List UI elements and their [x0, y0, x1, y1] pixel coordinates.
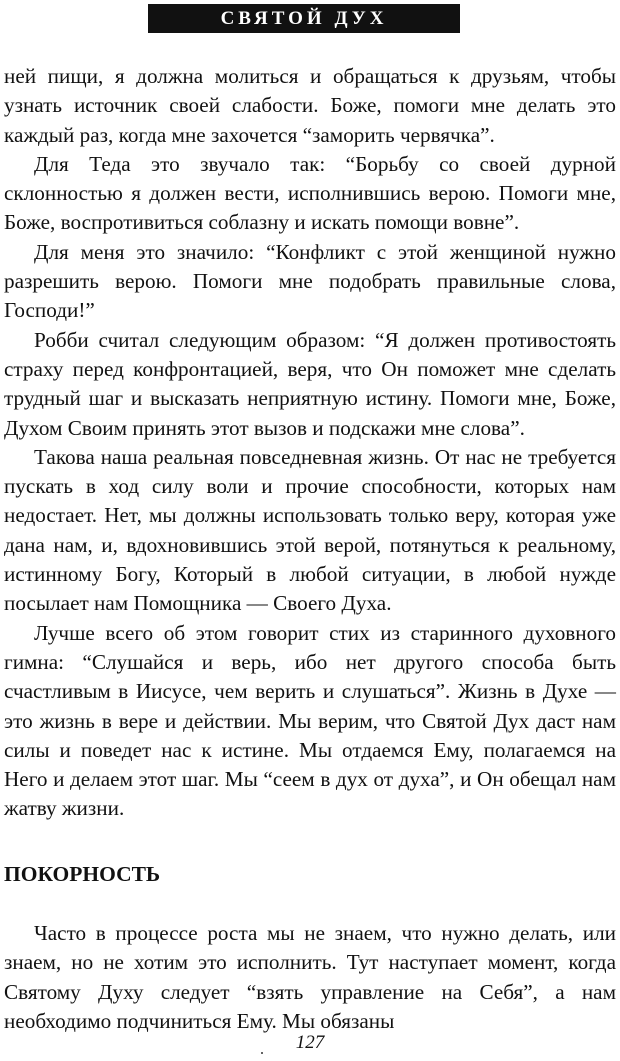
ink-speck	[261, 1052, 263, 1054]
page-body	[4, 62, 616, 1036]
running-header-title: СВЯТОЙ ДУХ	[220, 7, 388, 29]
paragraph: Для меня это значило: “Конфликт с этой женщиной нужно разрешить верою. Помоги мне подобрать правильные слова, Господи!”	[4, 239, 616, 323]
paragraph: Для Теда это звучало так: “Борьбу со своей дурной склонностью я должен вести, исполнившись верою. Помоги мне, Боже, воспротивиться соблазну и искать помощи вовне”.	[4, 151, 616, 235]
paragraph: Такова наша реальная повседневная жизнь. От нас не требуется пускать в ход силу воли и прочие способности, которых нам недостает. Нет, мы должны использовать только веру, которая уже дана нам, и, вдохновившись этой верой, потянуться к реальному, истинному Богу, Который в любой ситуации, в любой нужде посылает нам Помощника — Своего Духа.	[4, 444, 616, 616]
paragraph: ней пищи, я должна молиться и обращаться к друзьям, чтобы узнать источник своей слабости. Боже, помоги мне делать это каждый раз, когда мне захочется “заморить червячка”.	[4, 64, 616, 147]
running-header	[148, 4, 460, 33]
paragraph: Робби считал следующим образом: “Я должен противостоять страху перед конфронтацией, веря, что Он поможет мне сделать трудный шаг и высказать неприятную истину. Помоги мне, Боже, Духом Своим принять этот вызов и подскажи мне слова”.	[4, 327, 616, 440]
paragraph: Лучше всего об этом говорит стих из старинного духовного гимна: “Слушайся и верь, ибо нет другого способа быть счастливым в Иисусе, чем верить и слушаться”. Жизнь в Духе — это жизнь в вере и действии. Мы верим, что Святой Дух даст нам силы и поведет нас к истине. Мы отдаемся Ему, полагаемся на Него и делаем этот шаг. Мы “сеем в дух от духа”, и Он обещал нам жатву жизни.	[4, 620, 616, 821]
page-number: 127	[295, 1032, 325, 1053]
section-heading: ПОКОРНОСТЬ	[4, 861, 161, 886]
section-paragraph: Часто в процессе роста мы не знаем, что нужно делать, или знаем, но не хотим это исполнить. Тут наступает момент, когда Святому Духу следует “взять управление на Себя”, а нам необходимо подчиниться Ему. Мы обязаны	[4, 921, 616, 1033]
